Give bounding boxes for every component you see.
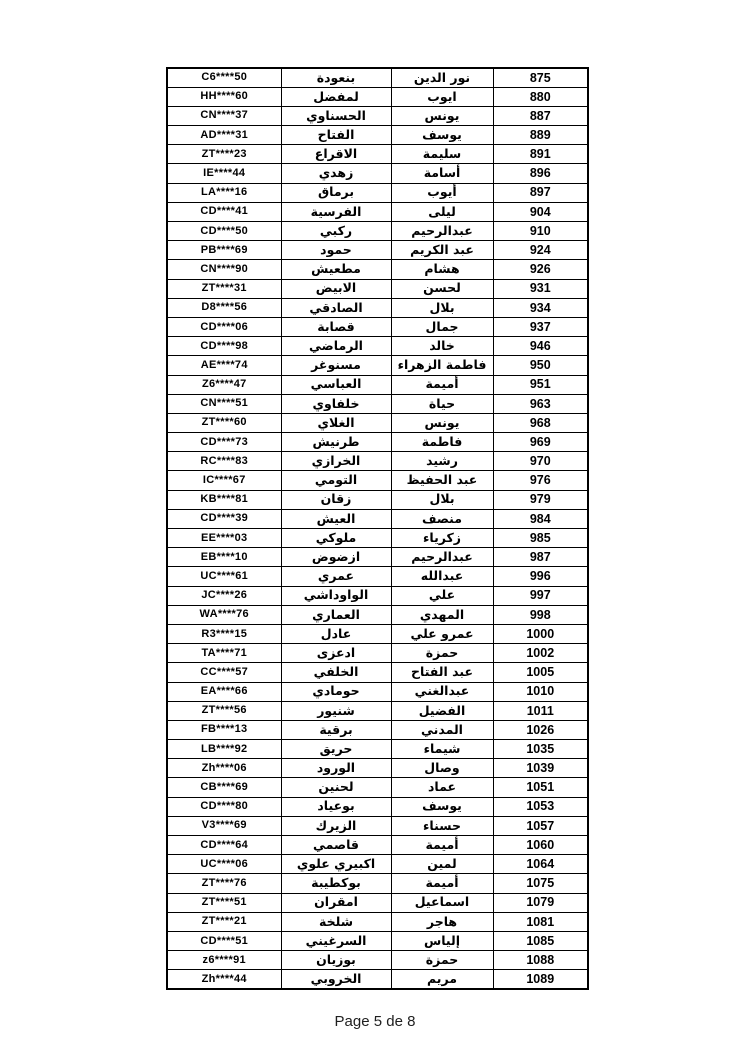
number-cell: 1088 [493,951,588,970]
first-name-cell: خالد [391,337,493,356]
masked-id-cell: RC****83 [167,452,281,471]
table-row [167,202,588,221]
family-name-cell: شلخة [281,912,391,931]
masked-id-cell: R3****15 [167,624,281,643]
number-cell: 970 [493,452,588,471]
table-row [167,548,588,567]
number-cell: 950 [493,356,588,375]
first-name-cell: مريم [391,970,493,989]
first-name-cell: أسامة [391,164,493,183]
table-row [167,126,588,145]
masked-id-cell: PB****69 [167,241,281,260]
first-name-cell: أميمة [391,836,493,855]
table-row [167,931,588,950]
family-name-cell: برماق [281,183,391,202]
number-cell: 934 [493,298,588,317]
masked-id-cell: UC****06 [167,855,281,874]
table-row [167,529,588,548]
number-cell: 1039 [493,759,588,778]
family-name-cell: الواوداشي [281,586,391,605]
masked-id-cell: V3****69 [167,816,281,835]
family-name-cell: زقان [281,490,391,509]
masked-id-cell: CD****64 [167,836,281,855]
table-row [167,279,588,298]
masked-id-cell: EE****03 [167,529,281,548]
masked-id-cell: KB****81 [167,490,281,509]
number-cell: 924 [493,241,588,260]
first-name-cell: المهدي [391,605,493,624]
family-name-cell: ملوكي [281,529,391,548]
number-cell: 1011 [493,701,588,720]
first-name-cell: هاجر [391,912,493,931]
masked-id-cell: IC****67 [167,471,281,490]
number-cell: 946 [493,337,588,356]
table-row [167,720,588,739]
masked-id-cell: Z6****47 [167,375,281,394]
first-name-cell: الفضيل [391,701,493,720]
family-name-cell: بوزيان [281,951,391,970]
number-cell: 985 [493,529,588,548]
number-cell: 976 [493,471,588,490]
first-name-cell: حياة [391,394,493,413]
first-name-cell: فاطمة [391,433,493,452]
table-row [167,586,588,605]
family-name-cell: اكبيري علوي [281,855,391,874]
masked-id-cell: CN****37 [167,106,281,125]
family-name-cell: حومادي [281,682,391,701]
first-name-cell: وصال [391,759,493,778]
family-name-cell: الحسناوي [281,106,391,125]
masked-id-cell: LB****92 [167,740,281,759]
first-name-cell: حمزة [391,644,493,663]
masked-id-cell: TA****71 [167,644,281,663]
first-name-cell: يوسف [391,797,493,816]
table-row [167,452,588,471]
first-name-cell: يونس [391,106,493,125]
family-name-cell: عادل [281,624,391,643]
family-name-cell: شنيور [281,701,391,720]
table-row [167,855,588,874]
masked-id-cell: AE****74 [167,356,281,375]
masked-id-cell: CD****41 [167,202,281,221]
table-row [167,605,588,624]
first-name-cell: بلال [391,298,493,317]
family-name-cell: الخلفي [281,663,391,682]
table-row [167,951,588,970]
family-name-cell: حمود [281,241,391,260]
first-name-cell: هشام [391,260,493,279]
family-name-cell: ركبي [281,222,391,241]
masked-id-cell: C6****50 [167,68,281,87]
number-cell: 937 [493,317,588,336]
masked-id-cell: EB****10 [167,548,281,567]
number-cell: 926 [493,260,588,279]
table-row [167,337,588,356]
first-name-cell: عبدالرحيم [391,548,493,567]
masked-id-cell: CN****90 [167,260,281,279]
table-row [167,106,588,125]
masked-id-cell: ZT****56 [167,701,281,720]
number-cell: 998 [493,605,588,624]
number-cell: 887 [493,106,588,125]
table-row [167,164,588,183]
table-row [167,816,588,835]
masked-id-cell: Zh****06 [167,759,281,778]
family-name-cell: الرماضي [281,337,391,356]
number-cell: 1000 [493,624,588,643]
number-cell: 1053 [493,797,588,816]
table-row [167,317,588,336]
masked-id-cell: JC****26 [167,586,281,605]
table-row [167,663,588,682]
masked-id-cell: CD****39 [167,509,281,528]
first-name-cell: لمين [391,855,493,874]
number-cell: 1075 [493,874,588,893]
number-cell: 1005 [493,663,588,682]
number-cell: 1026 [493,720,588,739]
family-name-cell: الاقراع [281,145,391,164]
masked-id-cell: ZT****31 [167,279,281,298]
number-cell: 904 [493,202,588,221]
masked-id-cell: z6****91 [167,951,281,970]
family-name-cell: قصابة [281,317,391,336]
number-cell: 1010 [493,682,588,701]
first-name-cell: أميمة [391,375,493,394]
table-row [167,87,588,106]
family-name-cell: التومي [281,471,391,490]
first-name-cell: إلياس [391,931,493,950]
records-table [166,67,589,990]
first-name-cell: جمال [391,317,493,336]
masked-id-cell: ZT****23 [167,145,281,164]
first-name-cell: ايوب [391,87,493,106]
masked-id-cell: EA****66 [167,682,281,701]
number-cell: 897 [493,183,588,202]
family-name-cell: العيش [281,509,391,528]
family-name-cell: حريق [281,740,391,759]
masked-id-cell: D8****56 [167,298,281,317]
table-row [167,682,588,701]
first-name-cell: عمرو علي [391,624,493,643]
masked-id-cell: CB****69 [167,778,281,797]
first-name-cell: عبد الكريم [391,241,493,260]
masked-id-cell: CN****51 [167,394,281,413]
family-name-cell: العباسي [281,375,391,394]
table-row [167,740,588,759]
table-row [167,394,588,413]
family-name-cell: ادعزى [281,644,391,663]
table-row [167,241,588,260]
number-cell: 1057 [493,816,588,835]
family-name-cell: لمفضل [281,87,391,106]
table-row [167,624,588,643]
family-name-cell: الخروبي [281,970,391,989]
family-name-cell: مسنوغر [281,356,391,375]
family-name-cell: الفتاح [281,126,391,145]
first-name-cell: شيماء [391,740,493,759]
first-name-cell: عبدالله [391,567,493,586]
masked-id-cell: IE****44 [167,164,281,183]
masked-id-cell: CD****80 [167,797,281,816]
table-row [167,356,588,375]
family-name-cell: السرغيني [281,931,391,950]
family-name-cell: امقران [281,893,391,912]
first-name-cell: عبدالرحيم [391,222,493,241]
masked-id-cell: CD****50 [167,222,281,241]
family-name-cell: بوكطيبة [281,874,391,893]
family-name-cell: لحنين [281,778,391,797]
table-row [167,413,588,432]
table-row [167,701,588,720]
masked-id-cell: ZT****60 [167,413,281,432]
page-footer: Page 5 de 8 [334,1013,416,1030]
number-cell: 1060 [493,836,588,855]
masked-id-cell: CD****51 [167,931,281,950]
table-row [167,490,588,509]
first-name-cell: رشيد [391,452,493,471]
table-body [167,68,588,989]
table-row [167,874,588,893]
family-name-cell: برقية [281,720,391,739]
table-row [167,509,588,528]
first-name-cell: اسماعيل [391,893,493,912]
table-row [167,836,588,855]
number-cell: 931 [493,279,588,298]
number-cell: 910 [493,222,588,241]
first-name-cell: عبد الحفيظ [391,471,493,490]
number-cell: 891 [493,145,588,164]
masked-id-cell: HH****60 [167,87,281,106]
first-name-cell: حسناء [391,816,493,835]
first-name-cell: المدني [391,720,493,739]
family-name-cell: الغلاي [281,413,391,432]
number-cell: 969 [493,433,588,452]
family-name-cell: خلفاوي [281,394,391,413]
family-name-cell: الصادقي [281,298,391,317]
family-name-cell: زهدي [281,164,391,183]
masked-id-cell: ZT****21 [167,912,281,931]
family-name-cell: قاصمي [281,836,391,855]
number-cell: 1035 [493,740,588,759]
family-name-cell: الخرازي [281,452,391,471]
number-cell: 979 [493,490,588,509]
masked-id-cell: LA****16 [167,183,281,202]
table-row [167,298,588,317]
first-name-cell: ليلى [391,202,493,221]
family-name-cell: بوعياد [281,797,391,816]
number-cell: 984 [493,509,588,528]
first-name-cell: يوسف [391,126,493,145]
masked-id-cell: CD****98 [167,337,281,356]
table-row [167,644,588,663]
number-cell: 963 [493,394,588,413]
family-name-cell: ازضوض [281,548,391,567]
table-row [167,183,588,202]
first-name-cell: فاطمة الزهراء [391,356,493,375]
first-name-cell: بلال [391,490,493,509]
masked-id-cell: CC****57 [167,663,281,682]
first-name-cell: نور الدين [391,68,493,87]
masked-id-cell: FB****13 [167,720,281,739]
table-row [167,778,588,797]
masked-id-cell: ZT****76 [167,874,281,893]
number-cell: 875 [493,68,588,87]
table-row [167,797,588,816]
first-name-cell: عماد [391,778,493,797]
family-name-cell: بنعودة [281,68,391,87]
number-cell: 951 [493,375,588,394]
family-name-cell: الزيرك [281,816,391,835]
table-row [167,912,588,931]
masked-id-cell: UC****61 [167,567,281,586]
number-cell: 1079 [493,893,588,912]
first-name-cell: علي [391,586,493,605]
family-name-cell: عمري [281,567,391,586]
table-row [167,970,588,989]
number-cell: 1002 [493,644,588,663]
first-name-cell: منصف [391,509,493,528]
table-row [167,260,588,279]
number-cell: 1081 [493,912,588,931]
first-name-cell: عبدالغني [391,682,493,701]
masked-id-cell: WA****76 [167,605,281,624]
family-name-cell: الفرسية [281,202,391,221]
family-name-cell: طرنيش [281,433,391,452]
table-row [167,145,588,164]
masked-id-cell: CD****06 [167,317,281,336]
first-name-cell: حمزة [391,951,493,970]
table-row [167,471,588,490]
family-name-cell: مطعيش [281,260,391,279]
first-name-cell: عبد الفتاح [391,663,493,682]
number-cell: 889 [493,126,588,145]
table-row [167,759,588,778]
table-row [167,433,588,452]
number-cell: 1089 [493,970,588,989]
number-cell: 1051 [493,778,588,797]
table-row [167,567,588,586]
table-row [167,68,588,87]
table-row [167,893,588,912]
first-name-cell: أميمة [391,874,493,893]
first-name-cell: زكرياء [391,529,493,548]
number-cell: 968 [493,413,588,432]
family-name-cell: الورود [281,759,391,778]
first-name-cell: يونس [391,413,493,432]
number-cell: 997 [493,586,588,605]
masked-id-cell: ZT****51 [167,893,281,912]
number-cell: 896 [493,164,588,183]
number-cell: 1064 [493,855,588,874]
first-name-cell: سليمة [391,145,493,164]
family-name-cell: العماري [281,605,391,624]
masked-id-cell: CD****73 [167,433,281,452]
family-name-cell: الابيض [281,279,391,298]
number-cell: 880 [493,87,588,106]
masked-id-cell: AD****31 [167,126,281,145]
first-name-cell: لحسن [391,279,493,298]
table-row [167,222,588,241]
table-row [167,375,588,394]
number-cell: 996 [493,567,588,586]
first-name-cell: أيوب [391,183,493,202]
number-cell: 1085 [493,931,588,950]
number-cell: 987 [493,548,588,567]
masked-id-cell: Zh****44 [167,970,281,989]
